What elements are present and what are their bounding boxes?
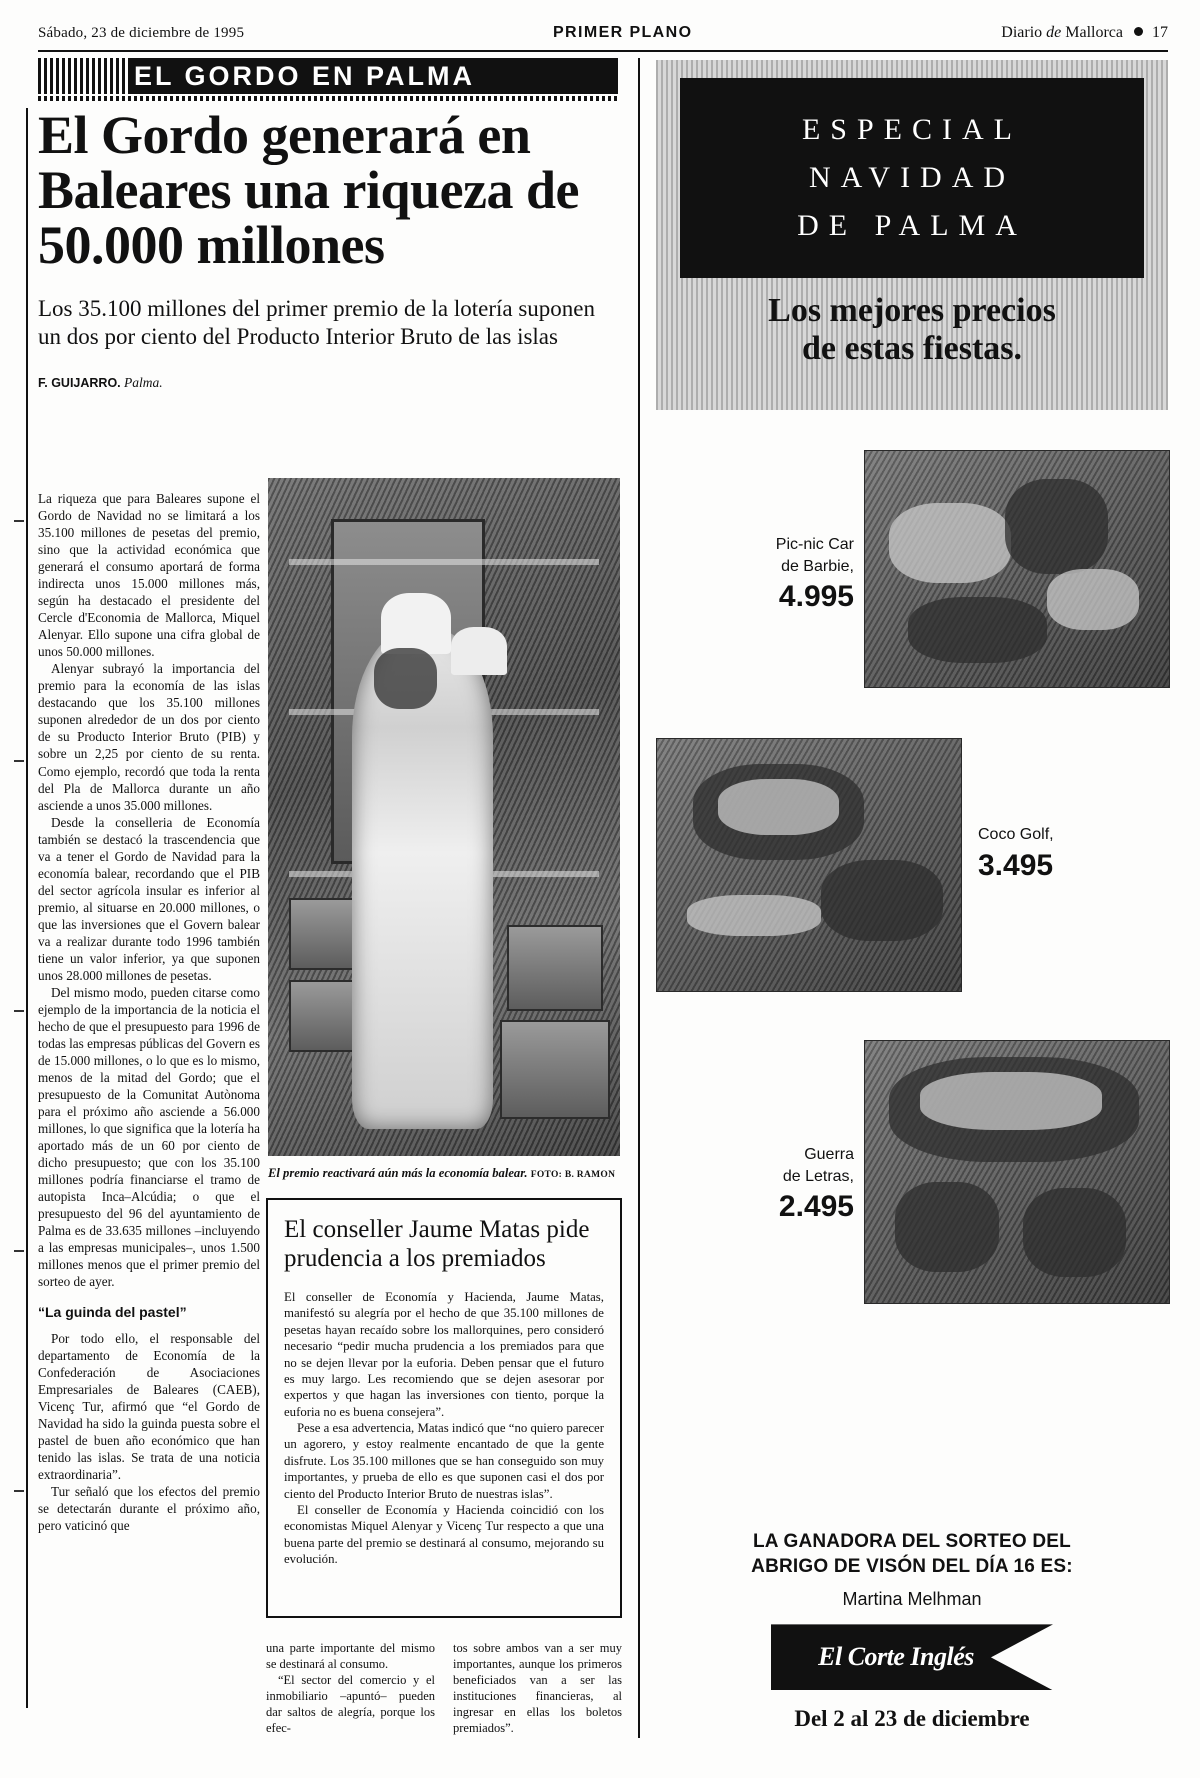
product-image-cocogolf — [656, 738, 962, 992]
article-header — [38, 105, 620, 391]
masthead-section: PRIMER PLANO — [552, 24, 693, 41]
paper-name-post: Mallorca — [1065, 24, 1123, 41]
edge-tick — [14, 1010, 24, 1012]
column-divider — [638, 58, 640, 1738]
article-paragraph: La riqueza que para Baleares supone el Gordo de Navidad no se limitará a los 35.100 millones de pesetas del premio, sino que la actividad económica que generará el consumo aportará de forma indirecta unos 15.000 millones más, según ha destacado el presidente del Cercle d'Economia de Mallorca, Miquel Alenyar. Ello supone una cifra global de unos 50.000 millones. — [38, 491, 260, 660]
ad-banner[interactable] — [656, 60, 1168, 410]
ad-product-guerradeletras[interactable] — [656, 1040, 1168, 1320]
product-label-cocogolf — [978, 824, 1168, 882]
byline-author: F. GUIJARRO. — [38, 376, 121, 391]
sidebar-article-box — [266, 1198, 622, 1618]
article-paragraph: Tur señaló que los efectos del premio se detectarán durante el próximo año, pero vaticinó que — [38, 1483, 260, 1533]
ad-banner-line-2: NAVIDAD — [808, 161, 1016, 194]
product-name-line-2: de Letras, — [782, 1167, 854, 1185]
paper-name-ital: de — [1046, 24, 1062, 41]
edge-tick — [14, 1250, 24, 1252]
article-paragraph: Del mismo modo, pueden citarse como ejemplo de la importancia de la noticia el hecho de que el presupuesto para 1996 de todas las empresas públicas del Govern es de 15.000 millones, o lo que es lo mismo, menos de la mitad del Gordo; que el presupuesto de la Comunitat Autònoma para el próximo año asciende a 56.000 millones, lo que significa que la lotería ha aportado más de un 60 por ciento de dicho presupuesto; que con los 35.100 millones podría financiarse el tramo de autopista Inca–Alcúdia; o que el presupuesto del 96 del ayuntamiento de Palma es de 33.635 millones –incluyendo a las empresas municipales–, unos 1.500 millones menos que el primer premio del sorteo de ayer. — [38, 984, 260, 1290]
promo-line-2: ABRIGO DE VISÓN DEL DÍA 16 ES: — [751, 1555, 1073, 1577]
edge-tick — [14, 520, 24, 522]
ad-banner-block — [680, 78, 1144, 278]
photo-shadow-shape — [374, 648, 437, 709]
byline-place: Palma. — [124, 375, 163, 391]
kicker-underline-decoration — [38, 96, 618, 101]
brand-logo-wrapper — [656, 1624, 1168, 1690]
sidebar-article-paragraph: El conseller de Economía y Hacienda coincidió con los economistas Miquel Alenyar y Vicenç Tur respecto a que una buena parte del premio se destinará al consumo, mejorando su evolución. — [284, 1502, 604, 1566]
product-name-line-1: Guerra — [804, 1146, 854, 1163]
photo-chef-hat-shape — [381, 593, 451, 654]
ad-tagline — [656, 292, 1168, 368]
bullet-icon — [1134, 27, 1143, 36]
product-image-barbie — [864, 450, 1170, 688]
promo-winner-name: Martina Melhman — [842, 1589, 982, 1610]
masthead-paper — [1001, 24, 1168, 42]
article-body-column — [38, 490, 260, 1534]
ad-promo-winner[interactable] — [656, 1530, 1168, 1750]
kicker-hatch-decoration — [38, 58, 130, 94]
left-edge-rule — [26, 108, 28, 1708]
page-number: 17 — [1152, 24, 1168, 41]
photo-credit: FOTO: B. RAMON — [530, 1170, 616, 1180]
promo-line-1: LA GANADORA DEL SORTEO DEL — [752, 1531, 1071, 1552]
continuation-column-2 — [453, 1640, 622, 1736]
product-image-guerradeletras — [864, 1040, 1170, 1304]
ad-tagline-line-1: Los mejores precios — [768, 292, 1056, 329]
ad-product-cocogolf[interactable] — [656, 738, 1168, 1008]
product-label-barbie — [676, 534, 854, 613]
photo-shelf-shape — [289, 559, 599, 565]
sidebar-article-paragraph: El conseller de Economía y Hacienda, Jaume Matas, manifestó su alegría por el hecho de que 35.100 millones de pesetas hayan recaído sobre los mallorquines, pero consideró necesario “pedir mucha prudencia a los premiados para que no se dejen llevar por la euforia. Deben pensar que el futuro es muy largo. Les recomiendo que se dejen asesorar por expertos y que hagan las inversiones con tiento, porque la euforia no es buena consejera”. — [284, 1290, 604, 1419]
article-subheading: “La guinda del pastel” — [38, 1304, 187, 1321]
continuation-paragraph: una parte importante del mismo se destinará al consumo. — [266, 1641, 435, 1671]
product-label-guerradeletras — [676, 1144, 854, 1223]
ad-product-barbie[interactable] — [656, 450, 1168, 710]
product-price-guerradeletras: 2.495 — [778, 1190, 854, 1224]
article-subhead: Los 35.100 millones del primer premio de la lotería suponen un dos por ciento del Producto Interior Bruto de las islas — [38, 296, 595, 350]
article-paragraph: Desde la conselleria de Economía también se destacó la trascendencia que va a tener el Gordo de Navidad para la economía balear, recordando que el PIB del sector agrícola insular es inferior al premio, al situarse en 20.000 millones, o que las inversiones que el Govern balear va a realizar durante todo 1996 también tiene un valor inferior, ya que suponen unos 28.000 millones de pesetas. — [38, 814, 260, 983]
logo-text: El Corte Inglés — [818, 1642, 974, 1672]
edge-tick — [14, 760, 24, 762]
masthead-rule — [38, 50, 1168, 52]
photo-chef-hat-shape — [451, 627, 507, 674]
product-price-barbie: 4.995 — [778, 580, 854, 614]
product-name-line-1: Coco Golf, — [978, 826, 1054, 843]
article-photo — [268, 478, 620, 1156]
product-price-cocogolf: 3.495 — [978, 848, 1054, 882]
masthead-date: Sábado, 23 de diciembre de 1995 — [38, 25, 245, 41]
promo-dates: Del 2 al 23 de diciembre — [794, 1706, 1030, 1732]
continuation-paragraph: tos sobre ambos van a ser muy importantes, aunque los primeros beneficiados van a ser las instituciones financieras, al ingresar en ellas los boletos premiados”. — [453, 1641, 622, 1735]
ad-banner-line-3: DE PALMA — [797, 209, 1027, 242]
photo-caption — [268, 1166, 620, 1181]
ad-tagline-line-2: de estas fiestas. — [801, 330, 1023, 368]
paper-name-pre: Diario — [1001, 24, 1043, 41]
sidebar-article-paragraph: Pese a esa advertencia, Matas indicó que “no quiero parecer un agorero, y estoy realmente encantado de que la gente disfrute. Los 35.100 millones que se han conseguido son muy importantes, y prueba de ello es que suponen casi el dos por ciento del Producto Interior Bruto de nuestras islas”. — [284, 1421, 604, 1501]
article-continuation — [266, 1640, 622, 1736]
product-name-line-2: de Barbie, — [781, 557, 854, 575]
el-corte-ingles-logo-icon — [771, 1624, 1053, 1690]
section-kicker: EL GORDO EN PALMA — [38, 58, 618, 94]
edge-tick — [14, 1490, 24, 1492]
product-name-line-1: Pic-nic Car — [775, 536, 854, 553]
article-paragraph: Alenyar subrayó la importancia del premio para la economía de las islas destacando que los 35.100 millones suponen alrededor de un dos por ciento de su Producto Interior Bruto (PIB) y sobre un 2,25 por ciento de su renta. Como ejemplo, recordó que toda la renta del Pla de Mallorca durante un año asciende a unos 35.000 millones. — [38, 661, 260, 813]
photo-crate-shape — [500, 1020, 610, 1119]
continuation-paragraph: “El sector del comercio y el inmobiliario –apuntó– pueden dar saltos de alegría, porque los efec- — [266, 1673, 435, 1735]
sidebar-article-title: El conseller Jaume Matas pide prudencia a los premiados — [284, 1216, 590, 1272]
article-headline: El Gordo generará en Baleares una riqueza de 50.000 millones — [38, 105, 579, 276]
ad-banner-line-1: ESPECIAL — [801, 113, 1022, 146]
photo-caption-text: El premio reactivará aún más la economía balear. — [268, 1166, 528, 1180]
article-paragraph: Por todo ello, el responsable del departamento de Economía de la Confederación de Asociaciones Empresariales de Baleares (CAEB), Vicenç Tur, afirmó que “el Gordo de Navidad ha sido la guinda puesta sobre el pastel de buen año económico que han tenido las islas. Se trata de una noticia extraordinaria”. — [38, 1330, 260, 1482]
photo-crate-shape — [507, 925, 603, 1010]
article-byline — [38, 375, 620, 391]
continuation-column-1 — [266, 1640, 435, 1736]
